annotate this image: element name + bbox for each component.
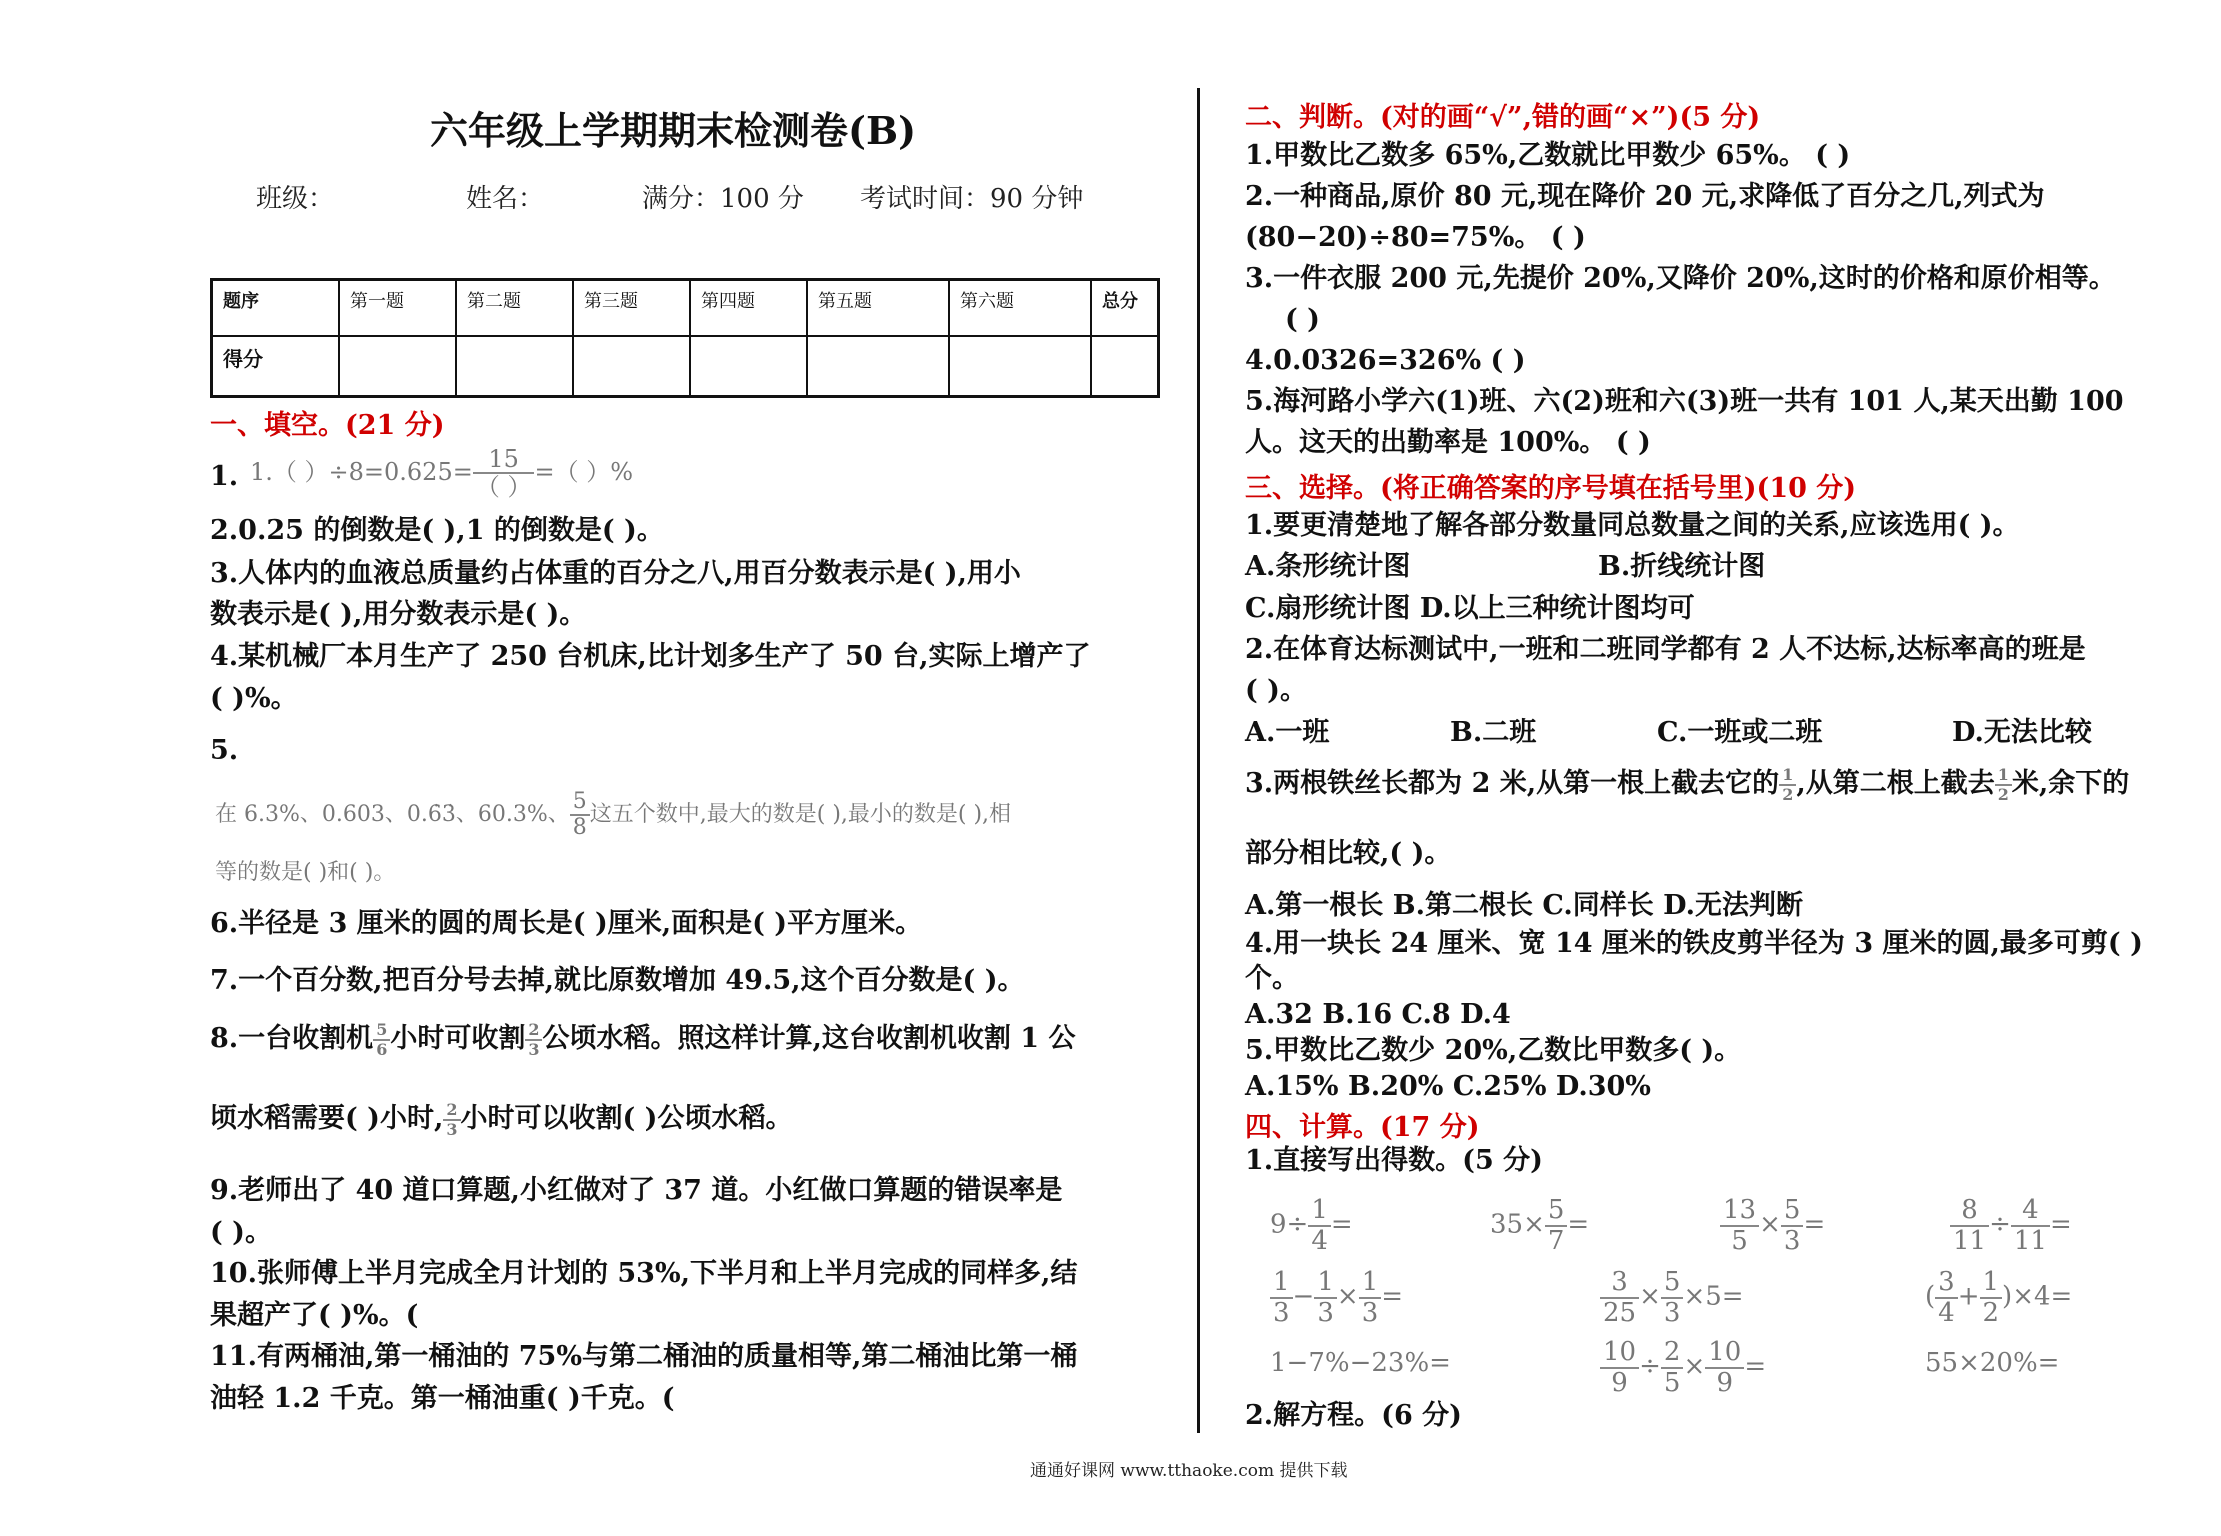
q1-text-a: 1.（ ）÷8=0.625= <box>250 457 473 486</box>
table-header: 总分 <box>1091 280 1159 337</box>
question-9-line-1: 9.老师出了 40 道口算题,小红做对了 37 道。小红做口算题的错误率是 <box>210 1175 1063 1206</box>
q5-text-b: 这五个数中,最大的数是( ),最小的数是( ),相 <box>589 802 1012 828</box>
choice-question-2-line-2: ( )。 <box>1245 675 1307 706</box>
score-cell[interactable] <box>1091 336 1159 397</box>
question-2: 2.0.25 的倒数是( ),1 的倒数是( )。 <box>210 515 664 546</box>
calc-expression: ( $\frac{3}{4}$ + $\frac{1}{2}$ )×4= <box>1925 1267 2073 1328</box>
fraction-numerator: 1 <box>1779 766 1796 786</box>
score-cell[interactable] <box>807 336 949 397</box>
calc-expression: 9÷ $\frac{1}{4}$ = <box>1270 1195 1353 1256</box>
class-label: 班级： <box>256 184 335 214</box>
question-11-line-1: 11.有两桶油,第一桶油的 75%与第二桶油的质量相等,第二桶油比第一桶 <box>210 1341 1078 1372</box>
judge-question-3-line-1: 3.一件衣服 200 元,先提价 20%,又降价 20%,这时的价格和原价相等。 <box>1245 263 2116 294</box>
choice-question-4-line-2: 个。 <box>1245 963 1299 994</box>
judge-question-2-line-2: (80−20)÷80=75%。 ( ) <box>1245 222 1586 253</box>
table-header: 第三题 <box>573 280 690 337</box>
choice-1-option-b: B.折线统计图 <box>1598 551 1766 582</box>
question-8-line-1 <box>210 1020 1075 1058</box>
q8-fraction-1 <box>373 1021 390 1058</box>
table-header: 题序 <box>212 280 340 337</box>
q8-fraction-3 <box>443 1101 460 1138</box>
score-cell[interactable] <box>573 336 690 397</box>
name-label: 姓名： <box>466 184 545 214</box>
fraction-denominator: 8 <box>572 815 587 841</box>
section-2-title: 二、判断。(对的画“√”,错的画“×”)(5 分) <box>1245 102 1761 133</box>
question-6: 6.半径是 3 厘米的圆的周长是( )厘米,面积是( )平方厘米。 <box>210 908 923 939</box>
choice-2-option-d: D.无法比较 <box>1952 717 2092 748</box>
choice-2-option-c: C.一班或二班 <box>1657 717 1823 748</box>
fraction-denominator: 3 <box>446 1119 458 1139</box>
judge-question-2-line-1: 2.一种商品,原价 80 元,现在降价 20 元,求降低了百分之几,列式为 <box>1245 181 2045 212</box>
question-3-line-1: 3.人体内的血液总质量约占体重的百分之八,用百分数表示是( ),用小 <box>210 558 1021 589</box>
exam-time-label: 考试时间：90 分钟 <box>860 184 1084 214</box>
judge-question-3-line-2: ( ) <box>1285 304 1320 335</box>
choice-question-1: 1.要更清楚地了解各部分数量同总数量之间的关系,应该选用( )。 <box>1245 510 2020 541</box>
q8-text-d: 顷水稻需要( )小时, <box>210 1103 444 1134</box>
choice-2-option-a: A.一班 <box>1245 717 1330 748</box>
fraction-numerator: 15 <box>473 446 535 474</box>
fraction-numerator: 5 <box>570 790 590 816</box>
calc-expression: 55×20%= <box>1925 1348 2060 1378</box>
c3-fraction-2 <box>1995 766 2012 803</box>
footer-source: 通通好课网 www.tthaoke.com 提供下载 <box>1030 1461 1348 1481</box>
question-5-line-1 <box>215 790 1011 840</box>
question-11-line-2: 油轻 1.2 千克。第一桶油重( )千克。( <box>210 1383 675 1414</box>
section-4-title: 四、计算。(17 分) <box>1245 1112 1480 1143</box>
calc-expression: $\frac{13}{5}$ × $\frac{5}{3}$ = <box>1720 1196 1825 1255</box>
question-8-line-2 <box>210 1100 792 1138</box>
score-cell[interactable] <box>456 336 573 397</box>
choice-5-options: A.15% B.20% C.25% D.30% <box>1245 1071 1651 1102</box>
choice-1-option-a: A.条形统计图 <box>1245 551 1411 582</box>
table-header: 第五题 <box>807 280 949 337</box>
score-row-label: 得分 <box>212 336 340 397</box>
score-cell[interactable] <box>949 336 1091 397</box>
question-5-number: 5. <box>210 735 239 766</box>
column-divider <box>1197 88 1200 1433</box>
section-1-title: 一、填空。(21 分) <box>210 410 445 441</box>
q8-text-c: 公顷水稻。照这样计算,这台收割机收割 1 公 <box>542 1023 1076 1054</box>
q8-text-e: 小时可以收割( )公顷水稻。 <box>460 1103 793 1134</box>
q5-fraction <box>570 790 590 840</box>
q8-text-a: 8.一台收割机 <box>210 1023 374 1054</box>
table-header: 第二题 <box>456 280 573 337</box>
question-5-line-2: 等的数是( )和( )。 <box>215 860 396 885</box>
choice-3-options: A.第一根长 B.第二根长 C.同样长 D.无法判断 <box>1245 890 1804 921</box>
question-10-line-2: 果超产了( )%。( <box>210 1300 419 1331</box>
score-cell[interactable] <box>690 336 807 397</box>
fraction-denominator: （ ） <box>475 473 532 502</box>
calc-expression: $\frac{10}{9}$ ÷ $\frac{2}{5}$ × $\frac{10}{9}$ = <box>1600 1338 1766 1397</box>
calc-subsection-2: 2.解方程。(6 分) <box>1245 1400 1462 1431</box>
choice-question-3-line-1 <box>1245 765 2129 803</box>
question-3-line-2: 数表示是( ),用分数表示是( )。 <box>210 599 587 630</box>
fraction-denominator: 6 <box>376 1039 388 1059</box>
question-10-line-1: 10.张师傅上半月完成全月计划的 53%,下半月和上半月完成的同样多,结 <box>210 1258 1078 1289</box>
question-9-line-2: ( )。 <box>210 1217 272 1248</box>
table-header: 第四题 <box>690 280 807 337</box>
table-header: 第一题 <box>339 280 456 337</box>
fraction-denominator: 3 <box>528 1039 540 1059</box>
judge-question-1: 1.甲数比乙数多 65%,乙数就比甲数少 65%。 ( ) <box>1245 140 1851 171</box>
q8-text-b: 小时可收割 <box>390 1023 526 1054</box>
c3-text-b: ,从第二根上截去 <box>1796 768 1995 799</box>
section-3-title: 三、选择。(将正确答案的序号填在括号里)(10 分) <box>1245 473 1857 504</box>
fraction-numerator: 1 <box>1995 766 2012 786</box>
question-1-number: 1. <box>210 461 239 492</box>
question-1-expression <box>250 446 633 501</box>
question-4-line-1: 4.某机械厂本月生产了 250 台机床,比计划多生产了 50 台,实际上增产了 <box>210 641 1091 672</box>
fraction-numerator: 2 <box>525 1021 542 1041</box>
choice-question-4-line-1: 4.用一块长 24 厘米、宽 14 厘米的铁皮剪半径为 3 厘米的圆,最多可剪( ) <box>1245 928 2143 959</box>
q1-text-b: =（ ）% <box>534 457 634 486</box>
calc-expression: 1−7%−23%= <box>1270 1348 1451 1378</box>
fraction-denominator: 2 <box>1997 784 2009 804</box>
calc-expression: $\frac{8}{11}$ ÷ $\frac{4}{11}$ = <box>1950 1196 2072 1255</box>
choice-4-options: A.32 B.16 C.8 D.4 <box>1245 999 1511 1030</box>
judge-question-5-line-1: 5.海河路小学六(1)班、六(2)班和六(3)班一共有 101 人,某天出勤 100 <box>1245 386 2124 417</box>
q8-fraction-2 <box>525 1021 542 1058</box>
choice-question-3-line-2: 部分相比较,( )。 <box>1245 838 1452 869</box>
score-cell[interactable] <box>339 336 456 397</box>
full-score-label: 满分：100 分 <box>642 184 804 214</box>
judge-question-5-line-2: 人。这天的出勤率是 100%。 ( ) <box>1245 427 1651 458</box>
calc-subsection-1: 1.直接写出得数。(5 分) <box>1245 1145 1543 1176</box>
fraction-numerator: 5 <box>373 1021 390 1041</box>
q5-text-a: 在 6.3%、0.603、0.6̇3̇、60.3%、 <box>215 802 570 828</box>
calc-expression: $\frac{3}{25}$ × $\frac{5}{3}$ ×5= <box>1600 1268 1744 1327</box>
fraction-denominator: 2 <box>1782 784 1794 804</box>
c3-text-a: 3.两根铁丝长都为 2 米,从第一根上截去它的 <box>1245 768 1780 799</box>
q1-fraction <box>473 446 535 501</box>
c3-text-c: 米,余下的 <box>2011 768 2130 799</box>
choice-question-2-line-1: 2.在体育达标测试中,一班和二班同学都有 2 人不达标,达标率高的班是 <box>1245 634 2086 665</box>
score-table <box>210 278 1160 398</box>
calc-expression: 35× $\frac{5}{7}$ = <box>1490 1195 1590 1256</box>
choice-1-options-cd: C.扇形统计图 D.以上三种统计图均可 <box>1245 593 1695 624</box>
table-header: 第六题 <box>949 280 1091 337</box>
fraction-numerator: 2 <box>443 1101 460 1121</box>
choice-question-5: 5.甲数比乙数少 20%,乙数比甲数多( )。 <box>1245 1035 1742 1066</box>
c3-fraction-1 <box>1779 766 1796 803</box>
question-4-line-2: ( )%。 <box>210 683 298 714</box>
question-7: 7.一个百分数,把百分号去掉,就比原数增加 49.5,这个百分数是( )。 <box>210 965 1025 996</box>
page-title: 六年级上学期期末检测卷(B) <box>430 108 917 153</box>
calc-expression: $\frac{1}{3}$ − $\frac{1}{3}$ × $\frac{1}{3}$ = <box>1270 1268 1403 1327</box>
choice-2-option-b: B.二班 <box>1450 717 1537 748</box>
judge-question-4: 4.0.0326=326% ( ) <box>1245 345 1526 376</box>
